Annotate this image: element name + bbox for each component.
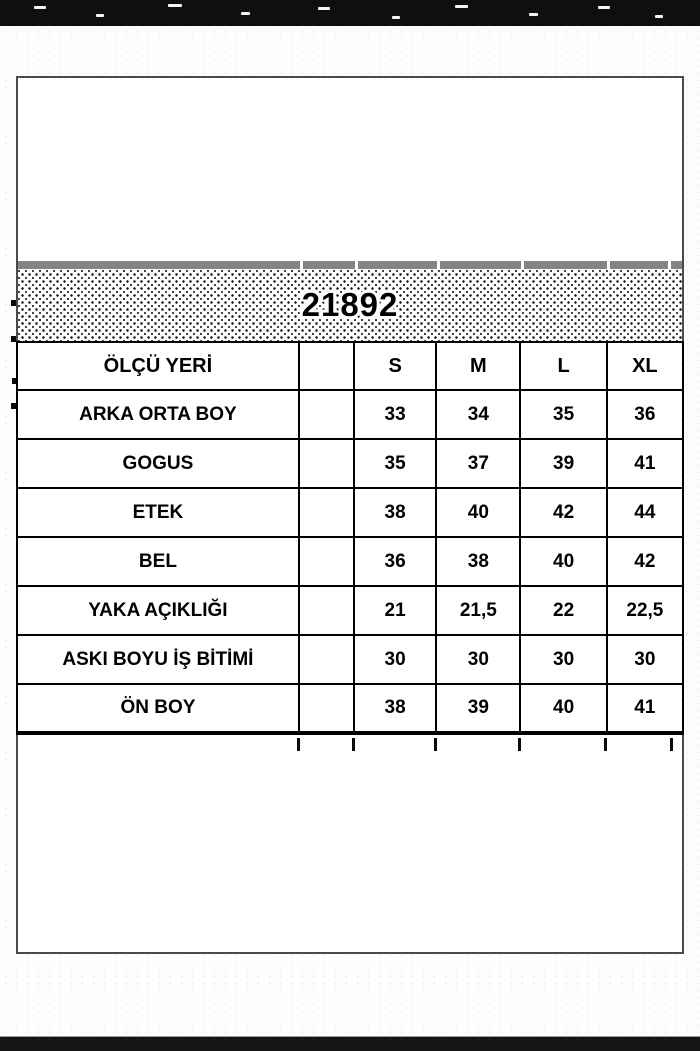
column-tick: [604, 738, 607, 751]
table-row: [17, 635, 683, 684]
size-value: 39: [520, 439, 606, 488]
style-code: 21892: [301, 286, 399, 323]
size-value: 21: [354, 586, 436, 635]
size-value: 41: [607, 684, 683, 733]
table-header-row: [17, 342, 683, 390]
table-row: [17, 439, 683, 488]
size-value: 30: [436, 635, 520, 684]
scan-noise-band-top: [0, 0, 700, 26]
row-label: ÖN BOY: [17, 684, 299, 733]
table-row: [17, 537, 683, 586]
table-row: [17, 586, 683, 635]
size-value: 36: [354, 537, 436, 586]
size-value: 30: [354, 635, 436, 684]
size-value: 42: [607, 537, 683, 586]
column-header-measure-place: ÖLÇÜ YERİ: [17, 342, 299, 390]
row-label: YAKA AÇIKLIĞI: [17, 586, 299, 635]
table-row: [17, 390, 683, 439]
size-value: 21,5: [436, 586, 520, 635]
halftone-banner: [18, 269, 682, 341]
column-tick: [297, 738, 300, 751]
spacer-cell: [299, 439, 354, 488]
size-value: 22: [520, 586, 606, 635]
scan-noise-band-bottom: [0, 1036, 700, 1051]
size-value: 22,5: [607, 586, 683, 635]
size-value: 42: [520, 488, 606, 537]
row-label: ARKA ORTA BOY: [17, 390, 299, 439]
size-value: 30: [520, 635, 606, 684]
size-value: 37: [436, 439, 520, 488]
column-tick: [352, 738, 355, 751]
column-tick: [670, 738, 673, 751]
size-value: 33: [354, 390, 436, 439]
measurement-table: [16, 341, 684, 735]
size-value: 40: [520, 537, 606, 586]
spacer-cell: [299, 537, 354, 586]
column-header-size-xl: XL: [607, 342, 683, 390]
gray-divider-strip: [18, 261, 682, 269]
spacer-cell: [299, 684, 354, 733]
size-value: 38: [436, 537, 520, 586]
size-value: 41: [607, 439, 683, 488]
table-row: [17, 488, 683, 537]
spacer-cell: [299, 390, 354, 439]
row-label: BEL: [17, 537, 299, 586]
column-header-size-s: S: [354, 342, 436, 390]
column-header-spacer: [299, 342, 354, 390]
row-label: ASKI BOYU İŞ BİTİMİ: [17, 635, 299, 684]
row-label: GOGUS: [17, 439, 299, 488]
column-tick: [518, 738, 521, 751]
size-value: 35: [354, 439, 436, 488]
table-row: [17, 684, 683, 733]
size-value: 44: [607, 488, 683, 537]
size-value: 36: [607, 390, 683, 439]
row-label: ETEK: [17, 488, 299, 537]
column-header-size-l: L: [520, 342, 606, 390]
size-value: 40: [436, 488, 520, 537]
column-tick: [434, 738, 437, 751]
size-value: 38: [354, 488, 436, 537]
spacer-cell: [299, 586, 354, 635]
spacer-cell: [299, 488, 354, 537]
size-value: 30: [607, 635, 683, 684]
size-value: 38: [354, 684, 436, 733]
size-value: 34: [436, 390, 520, 439]
size-value: 35: [520, 390, 606, 439]
size-chart-sheet: [16, 76, 684, 954]
column-header-size-m: M: [436, 342, 520, 390]
spacer-cell: [299, 635, 354, 684]
size-value: 40: [520, 684, 606, 733]
size-value: 39: [436, 684, 520, 733]
